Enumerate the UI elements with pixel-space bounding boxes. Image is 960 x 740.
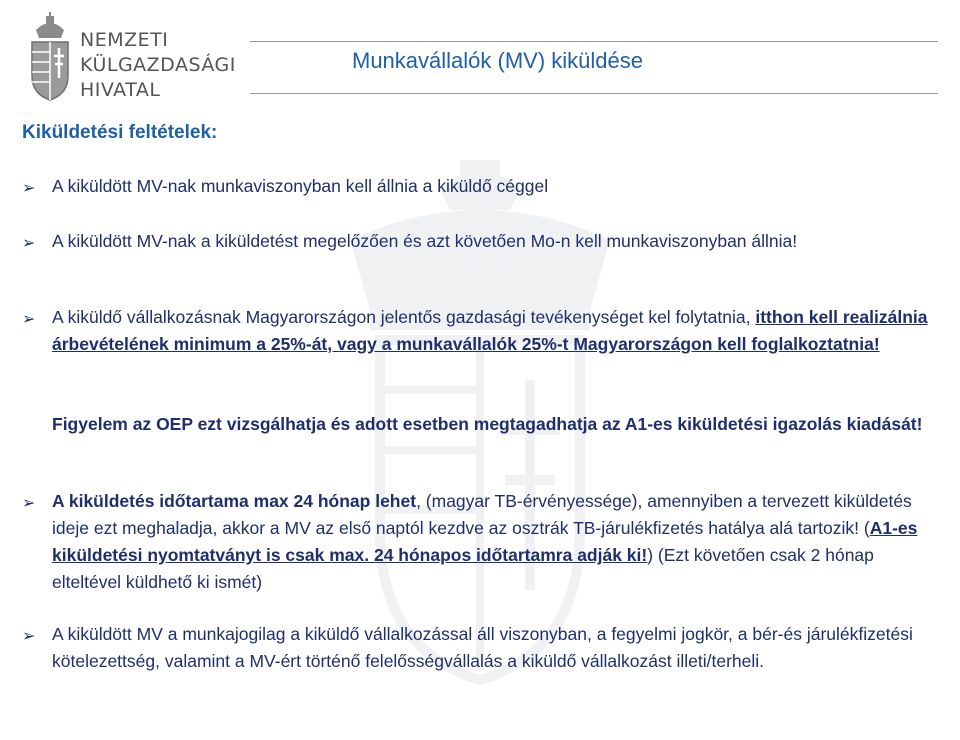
logo-line-2: KÜLGAZDASÁGI bbox=[80, 54, 236, 76]
agency-logo-text bbox=[80, 28, 236, 103]
warning-note: Figyelem az OEP ezt vizsgálhatja és adott esetben megtagadhatja az A1-es kiküldetési igazolás kiadását! bbox=[52, 414, 923, 434]
list-item-text: A kiküldött MV-nak a kiküldetést megelőzően és azt követően Mo-n kell munkaviszonyban állnia! bbox=[52, 231, 798, 251]
logo-line-3: HIVATAL bbox=[80, 79, 161, 101]
list-item bbox=[52, 621, 932, 675]
bullet-marker: ➢ bbox=[22, 495, 36, 512]
list-item-text: A kiküldött MV a munkajogilag a kiküldő vállalkozással áll viszonyban, a fegyelmi jogkör, a bér-és járulékfizetési kötelezettség, valamint a MV-ért történő felelősségvállalás a kiküldő vállalkozást illeti/terheli. bbox=[52, 624, 913, 671]
list-item-text: A kiküldő vállalkozásnak Magyarországon jelentős gazdasági tevékenységet kel folytatnia, bbox=[52, 307, 751, 327]
list-item bbox=[52, 228, 932, 255]
page-title: Munkavállalók (MV) kiküldése bbox=[352, 48, 643, 73]
list-item-emphasis: itthon kell realizálnia árbevételének minimum a 25%-át, vagy a munkavállalók 25%-t Magyarországon kell foglalkoztatnia! bbox=[52, 307, 928, 354]
list-item-text: A kiküldött MV-nak munkaviszonyban kell állnia a kiküldő céggel bbox=[52, 176, 549, 196]
bullet-marker: ➢ bbox=[22, 235, 36, 252]
hungarian-coat-of-arms-icon bbox=[26, 12, 74, 108]
list-item bbox=[52, 488, 932, 596]
bullet-marker: ➢ bbox=[22, 311, 36, 328]
bullet-marker: ➢ bbox=[22, 628, 36, 645]
logo-line-1: NEMZETI bbox=[80, 29, 169, 51]
list-item-emphasis-underlined: A1-es kiküldetési nyomtatványt is csak max. 24 hónapos időtartamra adják ki! bbox=[52, 518, 918, 565]
list-item-text: , (magyar TB-érvényessége), amennyiben a tervezett kiküldetés ideje ezt meghaladja, akkor a MV az első naptól kezdve az osztrák TB-járulékfizetés hatálya alá tartozik! ( bbox=[52, 491, 912, 538]
list-item bbox=[52, 304, 932, 358]
header-rule-top bbox=[250, 41, 938, 42]
bullet-marker: ➢ bbox=[22, 180, 36, 197]
list-item-emphasis: A kiküldetés időtartama max 24 hónap lehet bbox=[52, 491, 417, 511]
list-item-text-tail: ) (Ezt követően csak 2 hónap elteltével küldhető ki ismét) bbox=[52, 545, 874, 592]
header-rule-bottom bbox=[250, 93, 938, 94]
list-item bbox=[52, 173, 932, 200]
section-subtitle: Kiküldetési feltételek: bbox=[22, 122, 218, 143]
